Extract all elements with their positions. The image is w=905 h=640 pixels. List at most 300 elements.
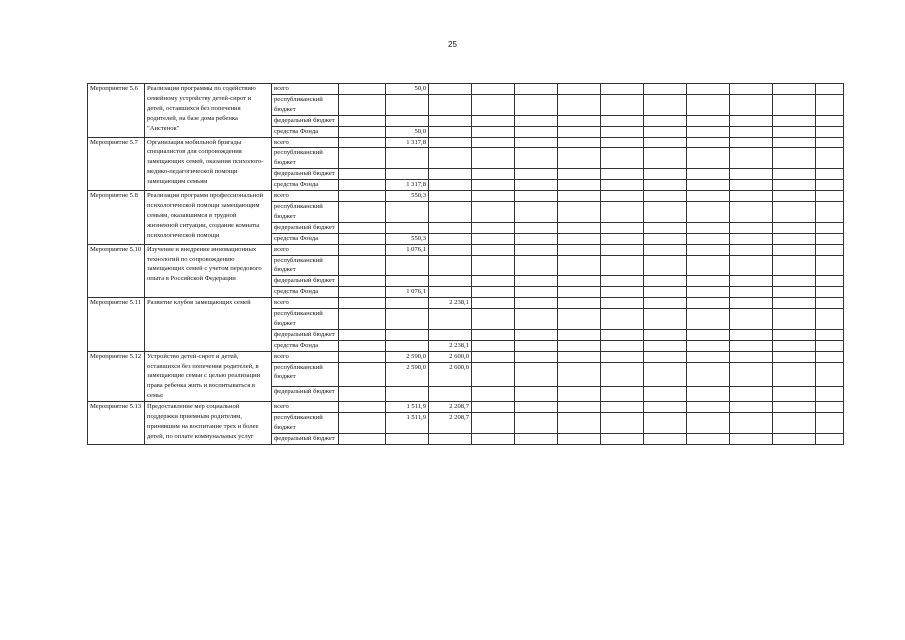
value-cell: 1 076,1 (386, 287, 429, 298)
measure-description: Развитие клубов замещающих семей (145, 298, 272, 352)
empty-cell (601, 84, 644, 95)
value-cell (386, 222, 429, 233)
measure-description: Реализация программ профессиональной психологической помощи замещающим семьям, оказавшимся в трудной жизненной ситуации, создание комнаты психологической помощи (145, 191, 272, 245)
empty-cell (472, 233, 515, 244)
value-cell: 550,3 (386, 191, 429, 202)
empty-cell (472, 222, 515, 233)
empty-cell (730, 298, 773, 309)
funding-source: республиканский бюджет (272, 255, 339, 276)
empty-cell (472, 84, 515, 95)
empty-cell (601, 233, 644, 244)
empty-cell (730, 222, 773, 233)
empty-cell (773, 298, 816, 309)
funding-source: федеральный бюджет (272, 433, 339, 444)
empty-cell (730, 276, 773, 287)
empty-cell (730, 287, 773, 298)
empty-cell (687, 233, 730, 244)
value-cell: 2 238,1 (429, 298, 472, 309)
value-cell (429, 309, 472, 330)
empty-cell (816, 94, 844, 115)
empty-cell (601, 201, 644, 222)
empty-cell (472, 201, 515, 222)
empty-cell (644, 413, 687, 434)
funding-source: федеральный бюджет (272, 222, 339, 233)
empty-cell (339, 244, 386, 255)
empty-cell (515, 433, 558, 444)
empty-cell (515, 244, 558, 255)
empty-cell (730, 309, 773, 330)
empty-cell (687, 244, 730, 255)
measure-label: Мероприятие 5.12 (88, 351, 145, 402)
funding-source: средства Фонда (272, 287, 339, 298)
value-cell: 1 511,9 (386, 402, 429, 413)
value-cell (386, 340, 429, 351)
empty-cell (515, 340, 558, 351)
funding-source: всего (272, 402, 339, 413)
funding-source: республиканский бюджет (272, 413, 339, 434)
empty-cell (816, 340, 844, 351)
funding-source: республиканский бюджет (272, 362, 339, 387)
empty-cell (644, 126, 687, 137)
empty-cell (816, 233, 844, 244)
funding-source: средства Фонда (272, 180, 339, 191)
empty-cell (687, 287, 730, 298)
empty-cell (601, 413, 644, 434)
funding-source: средства Фонда (272, 340, 339, 351)
value-cell (386, 201, 429, 222)
empty-cell (472, 137, 515, 148)
empty-cell (773, 244, 816, 255)
empty-cell (644, 84, 687, 95)
value-cell (429, 276, 472, 287)
funding-source: средства Фонда (272, 126, 339, 137)
empty-cell (558, 351, 601, 362)
value-cell: 1 511,9 (386, 413, 429, 434)
measure-label: Мероприятие 5.13 (88, 402, 145, 445)
empty-cell (339, 340, 386, 351)
empty-cell (730, 340, 773, 351)
empty-cell (558, 340, 601, 351)
empty-cell (339, 298, 386, 309)
empty-cell (339, 233, 386, 244)
empty-cell (644, 137, 687, 148)
empty-cell (472, 433, 515, 444)
empty-cell (730, 180, 773, 191)
empty-cell (472, 244, 515, 255)
funding-source: республиканский бюджет (272, 148, 339, 169)
empty-cell (558, 233, 601, 244)
value-cell: 50,0 (386, 84, 429, 95)
empty-cell (339, 287, 386, 298)
value-cell (386, 433, 429, 444)
empty-cell (472, 126, 515, 137)
empty-cell (816, 244, 844, 255)
empty-cell (644, 309, 687, 330)
value-cell (429, 201, 472, 222)
empty-cell (687, 222, 730, 233)
empty-cell (730, 191, 773, 202)
funding-source: всего (272, 84, 339, 95)
empty-cell (730, 126, 773, 137)
value-cell (429, 94, 472, 115)
empty-cell (687, 180, 730, 191)
empty-cell (816, 276, 844, 287)
empty-cell (730, 201, 773, 222)
empty-cell (687, 309, 730, 330)
empty-cell (644, 340, 687, 351)
empty-cell (339, 433, 386, 444)
empty-cell (515, 84, 558, 95)
empty-cell (472, 276, 515, 287)
empty-cell (644, 287, 687, 298)
empty-cell (816, 329, 844, 340)
empty-cell (816, 309, 844, 330)
empty-cell (339, 222, 386, 233)
empty-cell (472, 298, 515, 309)
value-cell (429, 148, 472, 169)
value-cell (386, 255, 429, 276)
empty-cell (558, 126, 601, 137)
empty-cell (601, 340, 644, 351)
value-cell (429, 191, 472, 202)
empty-cell (773, 115, 816, 126)
empty-cell (773, 309, 816, 330)
empty-cell (773, 94, 816, 115)
empty-cell (601, 255, 644, 276)
empty-cell (558, 191, 601, 202)
value-cell (429, 137, 472, 148)
empty-cell (339, 137, 386, 148)
empty-cell (730, 137, 773, 148)
empty-cell (644, 387, 687, 402)
empty-cell (558, 115, 601, 126)
measure-description: Устройство детей-сирот и детей, оставшихся без попечения родителей, в замещающие семьи с целью реализации права ребенка жить и воспитываться в семье (145, 351, 272, 402)
empty-cell (515, 309, 558, 330)
empty-cell (472, 362, 515, 387)
budget-table (87, 83, 844, 445)
empty-cell (339, 413, 386, 434)
empty-cell (816, 287, 844, 298)
empty-cell (601, 309, 644, 330)
value-cell (386, 148, 429, 169)
empty-cell (773, 191, 816, 202)
value-cell: 2 600,0 (429, 362, 472, 387)
empty-cell (515, 115, 558, 126)
measure-label: Мероприятие 5.10 (88, 244, 145, 298)
empty-cell (515, 233, 558, 244)
empty-cell (773, 413, 816, 434)
empty-cell (339, 351, 386, 362)
measure-description: Реализация программы по содействию семейному устройству детей-сирот и детей, оставшихся без попечения родителей, на базе дома ребенка "Аистенок" (145, 84, 272, 138)
empty-cell (601, 169, 644, 180)
empty-cell (339, 362, 386, 387)
empty-cell (816, 402, 844, 413)
empty-cell (773, 126, 816, 137)
empty-cell (515, 329, 558, 340)
value-cell: 1 076,1 (386, 244, 429, 255)
empty-cell (558, 84, 601, 95)
value-cell: 2 208,7 (429, 413, 472, 434)
empty-cell (515, 201, 558, 222)
empty-cell (558, 148, 601, 169)
value-cell: 2 600,0 (429, 351, 472, 362)
empty-cell (558, 137, 601, 148)
empty-cell (515, 180, 558, 191)
empty-cell (472, 148, 515, 169)
empty-cell (816, 413, 844, 434)
empty-cell (816, 387, 844, 402)
value-cell (429, 255, 472, 276)
empty-cell (773, 137, 816, 148)
empty-cell (472, 351, 515, 362)
empty-cell (515, 255, 558, 276)
empty-cell (601, 94, 644, 115)
empty-cell (339, 84, 386, 95)
empty-cell (339, 191, 386, 202)
funding-source: федеральный бюджет (272, 115, 339, 126)
empty-cell (558, 201, 601, 222)
empty-cell (339, 402, 386, 413)
empty-cell (644, 115, 687, 126)
value-cell (429, 115, 472, 126)
empty-cell (687, 148, 730, 169)
empty-cell (601, 387, 644, 402)
empty-cell (601, 402, 644, 413)
empty-cell (558, 180, 601, 191)
measure-label: Мероприятие 5.11 (88, 298, 145, 352)
empty-cell (687, 340, 730, 351)
empty-cell (730, 413, 773, 434)
empty-cell (644, 255, 687, 276)
empty-cell (730, 84, 773, 95)
funding-source: средства Фонда (272, 233, 339, 244)
empty-cell (601, 115, 644, 126)
empty-cell (730, 329, 773, 340)
empty-cell (687, 433, 730, 444)
value-cell (429, 222, 472, 233)
empty-cell (687, 402, 730, 413)
empty-cell (773, 233, 816, 244)
empty-cell (558, 255, 601, 276)
empty-cell (601, 329, 644, 340)
empty-cell (730, 169, 773, 180)
value-cell (386, 169, 429, 180)
empty-cell (773, 180, 816, 191)
empty-cell (773, 433, 816, 444)
empty-cell (644, 191, 687, 202)
value-cell (429, 287, 472, 298)
empty-cell (730, 255, 773, 276)
value-cell: 550,3 (386, 233, 429, 244)
empty-cell (644, 351, 687, 362)
empty-cell (558, 309, 601, 330)
empty-cell (601, 298, 644, 309)
value-cell (386, 387, 429, 402)
empty-cell (816, 433, 844, 444)
empty-cell (515, 287, 558, 298)
empty-cell (730, 402, 773, 413)
measure-description: Предоставление мер социальной поддержки приемным родителям, принявшим на воспитание трех и более детей, по оплате коммунальных услуг (145, 402, 272, 445)
empty-cell (816, 201, 844, 222)
empty-cell (515, 126, 558, 137)
empty-cell (730, 362, 773, 387)
value-cell (386, 94, 429, 115)
empty-cell (773, 402, 816, 413)
empty-cell (687, 362, 730, 387)
empty-cell (773, 362, 816, 387)
empty-cell (472, 340, 515, 351)
value-cell (386, 309, 429, 330)
empty-cell (687, 387, 730, 402)
empty-cell (773, 287, 816, 298)
empty-cell (558, 433, 601, 444)
empty-cell (816, 191, 844, 202)
empty-cell (339, 94, 386, 115)
empty-cell (687, 94, 730, 115)
empty-cell (515, 191, 558, 202)
empty-cell (339, 148, 386, 169)
empty-cell (515, 298, 558, 309)
value-cell (429, 387, 472, 402)
funding-source: республиканский бюджет (272, 94, 339, 115)
measure-label: Мероприятие 5.6 (88, 84, 145, 138)
empty-cell (601, 276, 644, 287)
empty-cell (558, 329, 601, 340)
empty-cell (515, 387, 558, 402)
empty-cell (644, 402, 687, 413)
empty-cell (773, 329, 816, 340)
empty-cell (773, 169, 816, 180)
funding-source: федеральный бюджет (272, 276, 339, 287)
value-cell (429, 244, 472, 255)
empty-cell (472, 287, 515, 298)
empty-cell (687, 298, 730, 309)
empty-cell (730, 148, 773, 169)
empty-cell (730, 351, 773, 362)
funding-source: всего (272, 298, 339, 309)
empty-cell (644, 222, 687, 233)
value-cell (429, 169, 472, 180)
empty-cell (472, 309, 515, 330)
measure-description: Организация мобильной бригады специалистов для сопровождения замещающих семей, оказания психолого-медико-педагогической помощи замещающим семьям (145, 137, 272, 191)
empty-cell (816, 255, 844, 276)
empty-cell (687, 255, 730, 276)
empty-cell (601, 362, 644, 387)
empty-cell (816, 169, 844, 180)
empty-cell (730, 233, 773, 244)
empty-cell (558, 298, 601, 309)
value-cell (429, 233, 472, 244)
empty-cell (558, 244, 601, 255)
empty-cell (644, 233, 687, 244)
measure-label: Мероприятие 5.8 (88, 191, 145, 245)
empty-cell (773, 222, 816, 233)
empty-cell (472, 329, 515, 340)
empty-cell (687, 169, 730, 180)
empty-cell (339, 387, 386, 402)
empty-cell (515, 148, 558, 169)
value-cell: 1 317,8 (386, 180, 429, 191)
empty-cell (773, 387, 816, 402)
value-cell (429, 329, 472, 340)
funding-source: всего (272, 191, 339, 202)
funding-source: республиканский бюджет (272, 309, 339, 330)
funding-source: всего (272, 351, 339, 362)
empty-cell (472, 169, 515, 180)
empty-cell (687, 413, 730, 434)
empty-cell (644, 148, 687, 169)
empty-cell (601, 137, 644, 148)
empty-cell (644, 298, 687, 309)
empty-cell (730, 244, 773, 255)
empty-cell (515, 94, 558, 115)
empty-cell (339, 309, 386, 330)
empty-cell (472, 115, 515, 126)
empty-cell (601, 244, 644, 255)
measure-description: Изучение и внедрение инновационных технологий по сопровождению замещающих семей с учетом передового опыта в Российской Федерации (145, 244, 272, 298)
empty-cell (687, 126, 730, 137)
empty-cell (601, 191, 644, 202)
empty-cell (687, 351, 730, 362)
empty-cell (515, 276, 558, 287)
empty-cell (773, 351, 816, 362)
empty-cell (601, 148, 644, 169)
empty-cell (644, 244, 687, 255)
empty-cell (472, 402, 515, 413)
empty-cell (339, 115, 386, 126)
funding-source: федеральный бюджет (272, 329, 339, 340)
empty-cell (687, 137, 730, 148)
empty-cell (339, 169, 386, 180)
empty-cell (816, 351, 844, 362)
empty-cell (339, 201, 386, 222)
empty-cell (515, 222, 558, 233)
empty-cell (816, 137, 844, 148)
empty-cell (730, 387, 773, 402)
empty-cell (472, 255, 515, 276)
empty-cell (558, 387, 601, 402)
empty-cell (558, 94, 601, 115)
value-cell (429, 126, 472, 137)
empty-cell (773, 276, 816, 287)
empty-cell (515, 362, 558, 387)
empty-cell (515, 351, 558, 362)
empty-cell (558, 276, 601, 287)
empty-cell (687, 84, 730, 95)
empty-cell (472, 387, 515, 402)
value-cell: 2 590,0 (386, 362, 429, 387)
empty-cell (687, 276, 730, 287)
funding-source: республиканский бюджет (272, 201, 339, 222)
empty-cell (601, 180, 644, 191)
empty-cell (816, 222, 844, 233)
value-cell (429, 433, 472, 444)
empty-cell (816, 115, 844, 126)
empty-cell (601, 126, 644, 137)
value-cell: 2 208,7 (429, 402, 472, 413)
value-cell (386, 329, 429, 340)
empty-cell (515, 413, 558, 434)
value-cell (386, 276, 429, 287)
empty-cell (339, 126, 386, 137)
empty-cell (816, 362, 844, 387)
value-cell (386, 115, 429, 126)
funding-source: федеральный бюджет (272, 387, 339, 402)
empty-cell (558, 169, 601, 180)
empty-cell (601, 287, 644, 298)
empty-cell (472, 413, 515, 434)
empty-cell (730, 115, 773, 126)
